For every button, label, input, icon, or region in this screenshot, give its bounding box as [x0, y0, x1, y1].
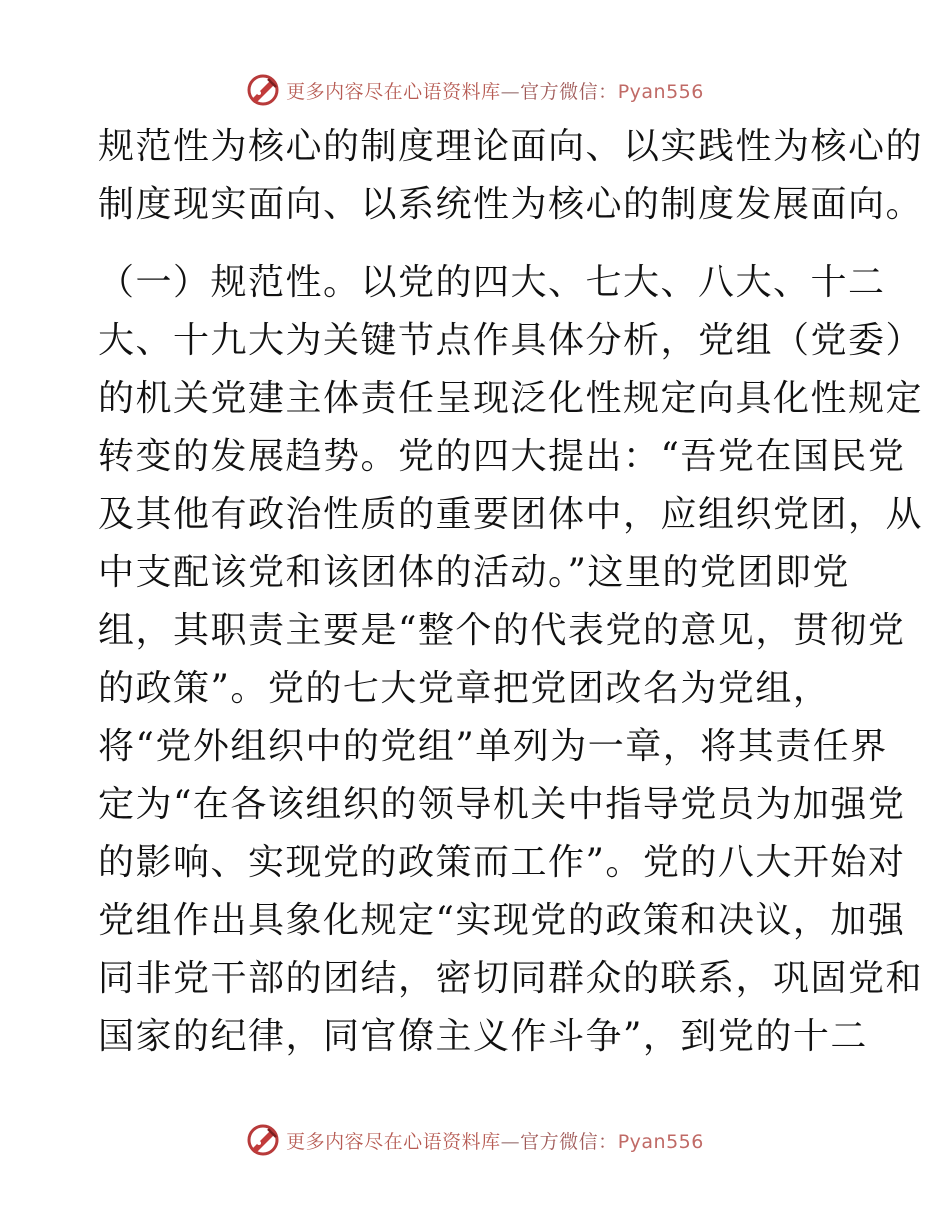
- logo-icon: [246, 1123, 280, 1157]
- text-line: 及其他有政治性质的重要团体中，应组织党团，从: [98, 494, 924, 535]
- banner-text: [286, 77, 704, 104]
- text-line: 将“党外组织中的党组”单列为一章，将其责任界: [98, 726, 888, 767]
- header-banner: [0, 70, 950, 110]
- text-line: 的机关党建主体责任呈现泛化性规定向具化性规定: [98, 378, 924, 419]
- text-line: 同非党干部的团结，密切同群众的联系，巩固党和: [98, 958, 924, 999]
- banner-wechat-label: 官方微信：: [520, 1130, 618, 1153]
- text-line: 的政策”。党的七大党章把党团改名为党组，: [98, 668, 831, 709]
- footer-banner: [0, 1120, 950, 1160]
- text-line: 大、十九大为关键节点作具体分析，党组（党委）: [98, 320, 924, 361]
- text-line: 的影响、实现党的政策而工作”。党的八大开始对: [98, 842, 906, 883]
- text-line: 转变的发展趋势。党的四大提出：“吾党在国民党: [98, 436, 906, 477]
- text-line: 组，其职责主要是“整个的代表党的意见，贯彻党: [98, 610, 906, 651]
- banner-dash: —: [500, 80, 521, 103]
- logo-icon: [246, 73, 280, 107]
- section-heading-line: （一）规范性。以党的四大、七大、八大、十二: [98, 262, 886, 303]
- document-body: [98, 118, 924, 1066]
- banner-wechat-id: Pyan556: [617, 80, 704, 103]
- banner-dash: —: [500, 1130, 521, 1153]
- text-line: 中支配该党和该团体的活动。”这里的党团即党: [98, 552, 850, 593]
- text-line: 国家的纪律，同官僚主义作斗争”，到党的十二: [98, 1016, 868, 1057]
- text-line: 规范性为核心的制度理论面向、以实践性为核心的: [98, 126, 924, 167]
- banner-wechat-label: 官方微信：: [520, 80, 618, 103]
- banner-wechat-id: Pyan556: [617, 1130, 704, 1153]
- text-line: 制度现实面向、以系统性为核心的制度发展面向。: [98, 184, 924, 225]
- text-line: 定为“在各该组织的领导机关中指导党员为加强党: [98, 784, 906, 825]
- text-line: 党组作出具象化规定“实现党的政策和决议，加强: [98, 900, 906, 941]
- banner-site-text: 更多内容尽在心语资料库: [286, 80, 501, 103]
- banner-site-text: 更多内容尽在心语资料库: [286, 1130, 501, 1153]
- banner-text: [286, 1127, 704, 1154]
